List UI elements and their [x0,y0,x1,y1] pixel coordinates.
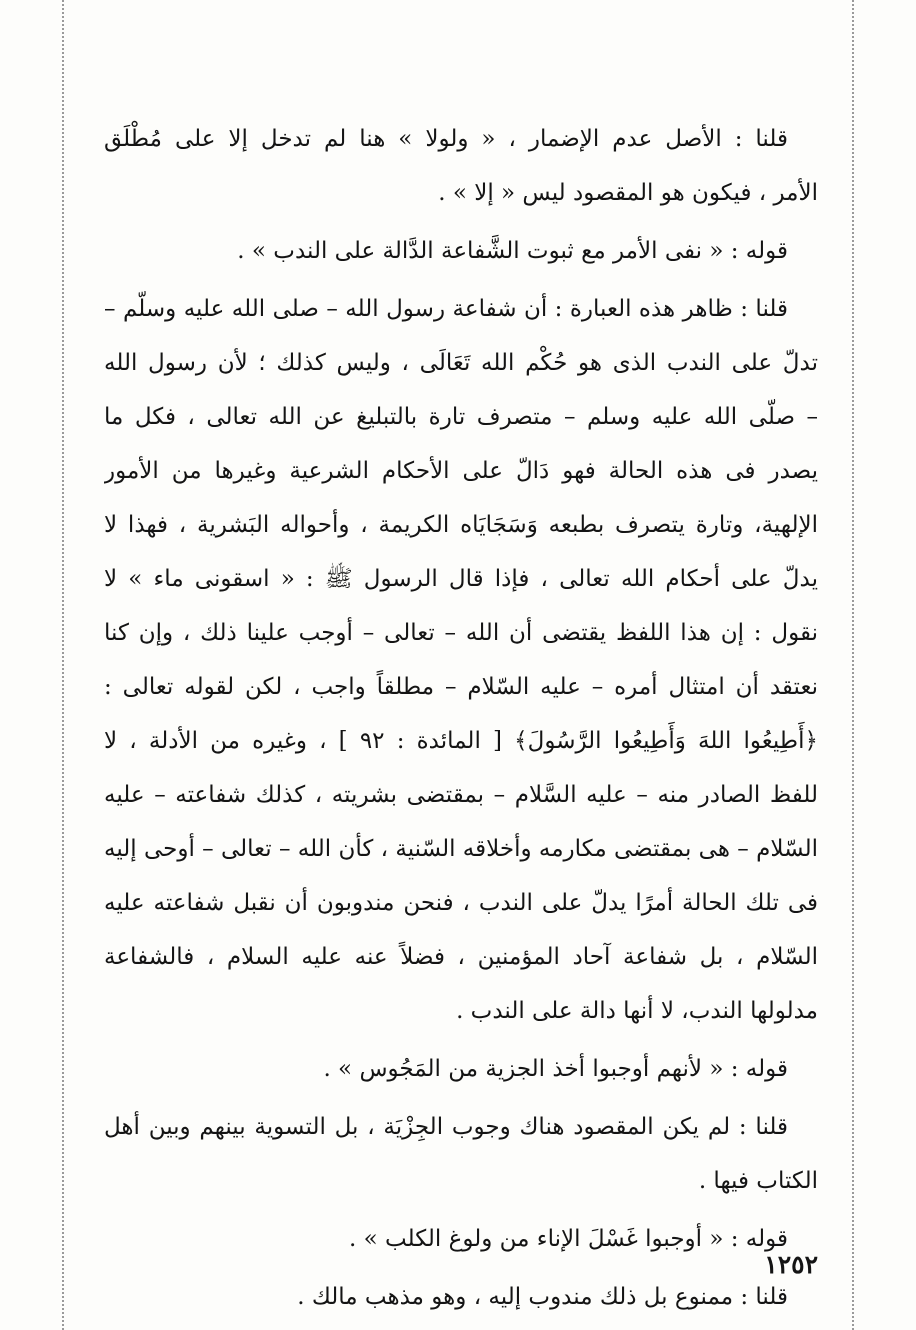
text-line: يدلّ على أحكام الله تعالى ، فإذا قال الرسول ﷺ : « اسقونى ماء » لا [104,566,818,592]
page-number: ١٢٥٢ [764,1250,818,1279]
text-line: – صلّى الله عليه وسلم – متصرف تارة بالتبليغ عن الله تعالى ، فكل ما [104,404,818,430]
text-line: قلنا : ظاهر هذه العبارة : أن شفاعة رسول الله – صلى الله عليه وسلّم – [104,296,788,322]
text-line: ﴿أَطِيعُوا اللهَ وَأَطِيعُوا الرَّسُولَ﴾ [ المائدة : ٩٢ ] ، وغيره من الأدلة ، لا [104,728,818,754]
text-line: للفظ الصادر منه – عليه السَّلام – بمقتضى بشريته ، كذلك شفاعته – عليه [104,782,818,808]
text-line: قوله : « لأنهم أوجبوا أخذ الجزية من المَجُوس » . [323,1056,788,1082]
text-line: الأمر ، فيكون هو المقصود ليس « إلا » . [438,180,818,206]
page-text [104,112,818,1324]
text-line: مدلولها الندب، لا أنها دالة على الندب . [456,998,818,1024]
text-line: قلنا : ممنوع بل ذلك مندوب إليه ، وهو مذهب مالك . [297,1284,788,1310]
text-line: قلنا : لم يكن المقصود هناك وجوب الجِزْيَة ، بل التسوية بينهم وبين أهل [104,1114,788,1140]
text-line: يصدر فى هذه الحالة فهو دَالّ على الأحكام الشرعية وغيرها من الأمور [104,458,818,484]
text-line: قوله : « أوجبوا غَسْلَ الإناء من ولوغ الكلب » . [349,1226,788,1252]
text-line: فى تلك الحالة أمرًا يدلّ على الندب ، فنحن مندوبون أن نقبل شفاعته عليه [104,890,818,916]
text-line: الإلهية، وتارة يتصرف بطبعه وَسَجَايَاه الكريمة ، وأحواله البَشرية ، فهذا لا [104,512,818,538]
right-margin-guide [852,0,854,1330]
text-line: السّلام ، بل شفاعة آحاد المؤمنين ، فضلاً عنه عليه السلام ، فالشفاعة [104,944,818,970]
text-line: قلنا : الأصل عدم الإضمار ، « ولولا » هنا لم تدخل إلا على مُطْلَق [104,126,788,152]
text-line: السّلام – هى بمقتضى مكارمه وأخلاقه السّنية ، كأن الله – تعالى – أوحى إليه [104,836,818,862]
text-line: تدلّ على الندب الذى هو حُكْم الله تَعَالَى ، وليس كذلك ؛ لأن رسول الله [104,350,818,376]
left-margin-guide [62,0,64,1330]
text-line: الكتاب فيها . [698,1168,818,1194]
text-line: نقول : إن هذا اللفظ يقتضى أن الله – تعالى – أوجب علينا ذلك ، وإن كنا [104,620,818,646]
text-line: نعتقد أن امتثال أمره – عليه السّلام – مطلقاً واجب ، لكن لقوله تعالى : [104,674,818,700]
text-line: قوله : « نفى الأمر مع ثبوت الشَّفاعة الدَّالة على الندب » . [237,238,788,264]
